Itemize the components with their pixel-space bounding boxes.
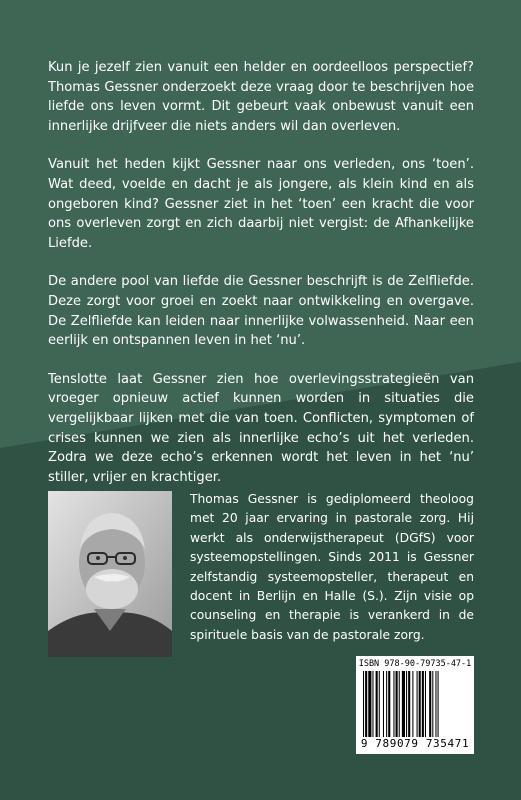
blurb-paragraph-1: Kun je jezelf zien vanuit een helder en oordeelloos perspectief? Thomas Gessner onderzoekt deze vraag door te beschrijven hoe liefde ons leven vormt. Dit gebeurt vaak onbewust vanuit een innerlijke drijfveer die niets anders wil dan overleven. <box>48 60 474 134</box>
blurb-paragraph-3: De andere pool van liefde die Gessner beschrijft is de Zelfliefde. Deze zorgt voor groei en zoekt naar ontwikkeling en overgave. De Zelfliefde kan leiden naar innerlijke volwassenheid. Naar een eerlijk en ontspannen leven in het ‘nu’. <box>48 274 474 349</box>
author-bio: Thomas Gessner is gediplomeerd theoloog met 20 jaar ervaring in pastorale zorg. Hij werkt als onderwijstherapeut (DGfS) voor systeemopstellingen. Sinds 2011 is Gessner zelfstandig systeemopsteller, therapeut en docent in Berlijn en Halle (S.). Zijn visie op counseling en therapie is verankerd in de spirituele basis van de pastorale zorg. <box>190 492 474 642</box>
author-photo <box>48 491 172 657</box>
barcode-bars <box>363 671 467 737</box>
blurb-paragraph-2: Vanuit het heden kijkt Gessner naar ons verleden, ons ‘toen’. Wat deed, voelde en dacht je als jongere, als klein kind en als ongeboren kind? Gessner ziet in het ‘toen’ een kracht die voor ons overleven zorgt en zich daarbij niet vergist: de Afhankelijke Liefde. <box>48 157 474 251</box>
isbn-barcode <box>356 656 474 754</box>
blurb-text <box>48 58 474 506</box>
blurb-paragraph-4: Tenslotte laat Gessner zien hoe overlevingsstrategieën van vroeger opnieuw actief kunnen worden in situaties die vergelijkbaar lijken met die van toen. Conflicten, symptomen of crises kunnen we zien als innerlijke echo’s uit het verleden. Zodra we deze echo’s erkennen wordt het leven in het ‘nu’ stiller, vrijer en krachtiger. <box>48 371 474 485</box>
barcode-digits: 9 789079 735471 <box>360 737 470 750</box>
isbn-label: ISBN 978-90-79735-47-1 <box>358 659 472 669</box>
